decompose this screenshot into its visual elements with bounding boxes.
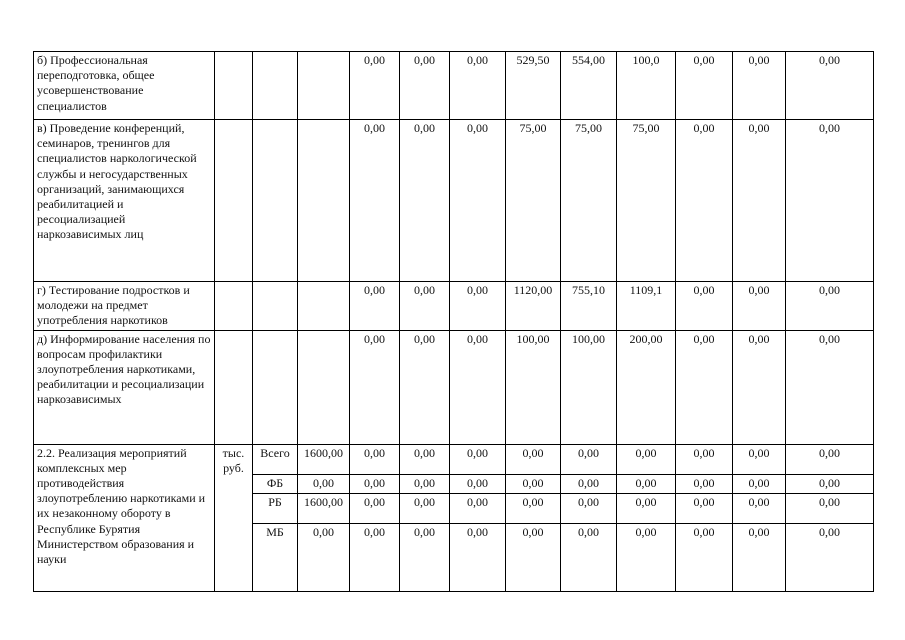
value-cell: 100,0 — [617, 52, 676, 120]
value-cell: 0,00 — [786, 52, 874, 120]
value-cell: 0,00 — [450, 120, 506, 282]
value-cell: 0,00 — [676, 330, 733, 444]
unit-cell — [215, 282, 253, 331]
source-cell — [253, 282, 298, 331]
source-cell — [253, 330, 298, 444]
value-cell: 0,00 — [450, 493, 506, 523]
value-cell: 0,00 — [350, 493, 400, 523]
value-cell: 0,00 — [506, 523, 561, 591]
value-cell: 0,00 — [786, 523, 874, 591]
value-cell: 0,00 — [561, 474, 617, 493]
value-cell: 0,00 — [733, 444, 786, 474]
row-description: д) Информирование населения по вопросам профилактики злоупотребления наркотиками, реабилитации и ресоциализации наркозависимых — [34, 330, 215, 444]
value-cell: 0,00 — [450, 282, 506, 331]
value-cell: 1600,00 — [298, 444, 350, 474]
value-cell: 0,00 — [400, 444, 450, 474]
value-cell — [298, 120, 350, 282]
unit-cell — [215, 120, 253, 282]
value-cell: 0,00 — [350, 523, 400, 591]
source-cell — [253, 52, 298, 120]
value-cell: 554,00 — [561, 52, 617, 120]
value-cell: 0,00 — [450, 474, 506, 493]
table-row — [34, 444, 874, 474]
funding-source-cell: ФБ — [253, 474, 298, 493]
value-cell: 0,00 — [350, 330, 400, 444]
value-cell: 0,00 — [733, 523, 786, 591]
value-cell: 0,00 — [450, 52, 506, 120]
value-cell: 100,00 — [561, 330, 617, 444]
value-cell: 755,10 — [561, 282, 617, 331]
budget-table — [33, 51, 874, 592]
value-cell: 0,00 — [733, 330, 786, 444]
value-cell: 0,00 — [350, 120, 400, 282]
value-cell: 1600,00 — [298, 493, 350, 523]
value-cell: 0,00 — [786, 444, 874, 474]
value-cell: 0,00 — [450, 523, 506, 591]
value-cell: 0,00 — [676, 120, 733, 282]
row-description: б) Профессиональная переподготовка, общее усовершенствование специалистов — [34, 52, 215, 120]
funding-source-cell: РБ — [253, 493, 298, 523]
value-cell: 0,00 — [506, 493, 561, 523]
value-cell — [298, 330, 350, 444]
value-cell: 0,00 — [561, 523, 617, 591]
value-cell: 0,00 — [350, 282, 400, 331]
value-cell: 0,00 — [676, 474, 733, 493]
value-cell: 0,00 — [676, 282, 733, 331]
value-cell: 200,00 — [617, 330, 676, 444]
row-description: в) Проведение конференций, семинаров, тренингов для специалистов наркологической службы и негосударственных организаций, занимающихся реабилитацией и ресоциализацией наркозависимых лиц — [34, 120, 215, 282]
table-row — [34, 120, 874, 282]
value-cell: 0,00 — [676, 493, 733, 523]
value-cell: 0,00 — [350, 444, 400, 474]
value-cell: 0,00 — [350, 474, 400, 493]
value-cell: 0,00 — [400, 523, 450, 591]
table-row — [34, 282, 874, 331]
value-cell: 0,00 — [298, 474, 350, 493]
value-cell: 0,00 — [617, 493, 676, 523]
value-cell: 0,00 — [450, 330, 506, 444]
value-cell: 0,00 — [400, 120, 450, 282]
value-cell: 0,00 — [617, 523, 676, 591]
value-cell: 0,00 — [733, 493, 786, 523]
value-cell: 75,00 — [617, 120, 676, 282]
value-cell: 0,00 — [676, 52, 733, 120]
group-description: 2.2. Реализация мероприятий комплексных мер противодействия злоупотреблению наркотиками и их незаконному обороту в Республике Бурятия Министерством образования и науки — [34, 444, 215, 591]
value-cell: 529,50 — [506, 52, 561, 120]
value-cell: 0,00 — [400, 474, 450, 493]
value-cell: 0,00 — [786, 493, 874, 523]
value-cell: 0,00 — [786, 282, 874, 331]
table-body — [34, 52, 874, 592]
value-cell: 0,00 — [733, 282, 786, 331]
value-cell: 0,00 — [298, 523, 350, 591]
value-cell: 0,00 — [561, 493, 617, 523]
row-description: г) Тестирование подростков и молодежи на предмет употребления наркотиков — [34, 282, 215, 331]
value-cell: 100,00 — [506, 330, 561, 444]
value-cell — [298, 282, 350, 331]
value-cell: 0,00 — [506, 474, 561, 493]
funding-source-cell: МБ — [253, 523, 298, 591]
value-cell: 0,00 — [400, 493, 450, 523]
value-cell: 0,00 — [617, 474, 676, 493]
value-cell: 0,00 — [450, 444, 506, 474]
value-cell: 0,00 — [786, 330, 874, 444]
value-cell: 0,00 — [733, 120, 786, 282]
value-cell: 0,00 — [786, 474, 874, 493]
source-cell — [253, 120, 298, 282]
value-cell: 0,00 — [676, 523, 733, 591]
value-cell: 0,00 — [676, 444, 733, 474]
value-cell: 0,00 — [786, 120, 874, 282]
value-cell: 1120,00 — [506, 282, 561, 331]
value-cell: 75,00 — [506, 120, 561, 282]
value-cell: 0,00 — [617, 444, 676, 474]
value-cell: 0,00 — [561, 444, 617, 474]
unit-cell — [215, 330, 253, 444]
value-cell: 0,00 — [400, 52, 450, 120]
value-cell: 0,00 — [733, 474, 786, 493]
value-cell: 1109,1 — [617, 282, 676, 331]
value-cell: 0,00 — [350, 52, 400, 120]
unit-cell: тыс. руб. — [215, 444, 253, 591]
funding-source-cell: Всего — [253, 444, 298, 474]
table-row — [34, 330, 874, 444]
value-cell: 0,00 — [506, 444, 561, 474]
value-cell: 75,00 — [561, 120, 617, 282]
value-cell: 0,00 — [400, 330, 450, 444]
table-row — [34, 52, 874, 120]
value-cell: 0,00 — [733, 52, 786, 120]
value-cell: 0,00 — [400, 282, 450, 331]
value-cell — [298, 52, 350, 120]
unit-cell — [215, 52, 253, 120]
document-page — [33, 51, 873, 592]
